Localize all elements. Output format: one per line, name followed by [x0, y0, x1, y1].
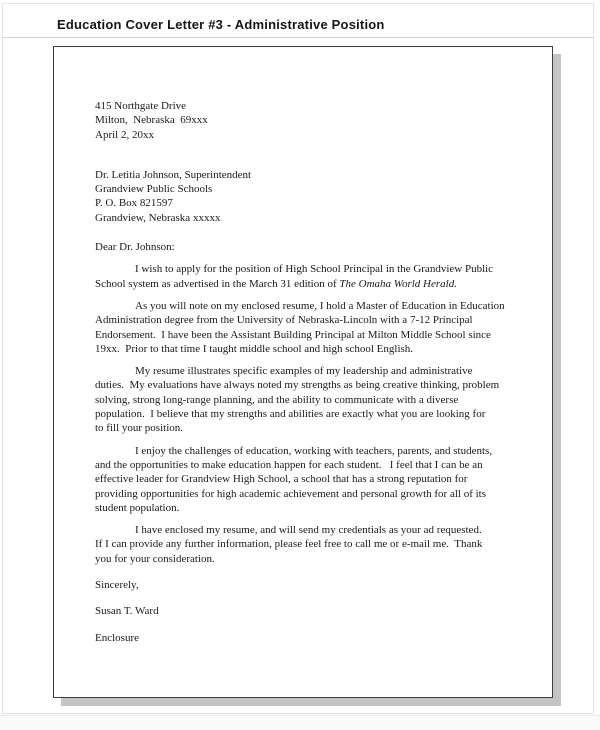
letter-line: duties. My evaluations have always noted my strengths as being creative thinking, problem	[95, 379, 500, 392]
letter-line: solving, strong long-range planning, and the ability to communicate with a diverse	[95, 393, 459, 406]
letter-line-text: School system as advertised in the March 31 edition of	[95, 277, 340, 290]
letter-line: you for your consideration.	[95, 552, 215, 565]
bottom-band	[0, 715, 600, 730]
recipient-address-line: Dr. Letitia Johnson, Superintendent	[95, 168, 252, 181]
recipient-address-line: Grandview Public Schools	[95, 183, 213, 196]
letter-line	[95, 277, 526, 291]
letter-line: I wish to apply for the position of High School Principal in the Grandview Public	[135, 263, 494, 276]
letter-line: student population.	[95, 501, 180, 514]
recipient-address-line: P. O. Box 821597	[95, 197, 173, 210]
letter-line: My resume illustrates specific examples of my leadership and administrative	[135, 365, 473, 378]
sender-address-line: 415 Northgate Drive	[95, 100, 187, 112]
page-title: Education Cover Letter #3 - Administrative Position	[57, 17, 385, 32]
letter-line: population. I believe that my strengths and abilities are exactly what you are looking for	[95, 408, 486, 421]
letter-paragraph-3	[95, 364, 526, 435]
title-divider	[2, 37, 594, 38]
recipient-address-line: Grandview, Nebraska xxxxx	[95, 211, 221, 224]
newspaper-name: The Omaha World Herald.	[339, 277, 457, 290]
letter-paragraph-2	[95, 299, 526, 356]
sender-address-line: April 2, 20xx	[95, 128, 154, 141]
letter-line: 19xx. Prior to that time I taught middle school and high school English.	[95, 342, 414, 355]
recipient-address	[95, 168, 526, 225]
letter-line: Administration degree from the University of Nebraska-Lincoln with a 7-12 Principal	[95, 314, 473, 327]
letter-line: I enjoy the challenges of education, working with teachers, parents, and students,	[135, 444, 493, 457]
letter-line: providing opportunities for high academic achievement and personal growth for all of its	[95, 487, 486, 500]
enclosure-note: Enclosure	[95, 631, 139, 644]
letter-line: I have enclosed my resume, and will send my credentials as your ad requested.	[135, 524, 482, 537]
signature-name: Susan T. Ward	[95, 605, 159, 618]
letter-paragraph-5	[95, 523, 526, 566]
letter-line: If I can provide any further information, please feel free to call me or e-mail me. Thank	[95, 538, 483, 551]
letter-line: Endorsement. I have been the Assistant Building Principal at Milton Middle School since	[95, 328, 491, 341]
sender-address	[95, 99, 526, 142]
sender-address-line: Milton, Nebraska 69xxx	[95, 114, 208, 127]
letter-body	[54, 47, 552, 645]
letter-paragraph-4	[95, 444, 526, 515]
letter-line: As you will note on my enclosed resume, I hold a Master of Education in Education	[135, 299, 505, 312]
letter-line: effective leader for Grandview High School, a school that has a strong reputation for	[95, 473, 468, 486]
closing: Sincerely,	[95, 579, 139, 592]
letter-line: to fill your position.	[95, 422, 183, 435]
salutation: Dear Dr. Johnson:	[95, 241, 175, 254]
letter-paragraph-1	[95, 262, 526, 291]
letter-page	[53, 46, 553, 698]
letter-line: and the opportunities to make education happen for each student. I feel that I can be an	[95, 458, 483, 471]
